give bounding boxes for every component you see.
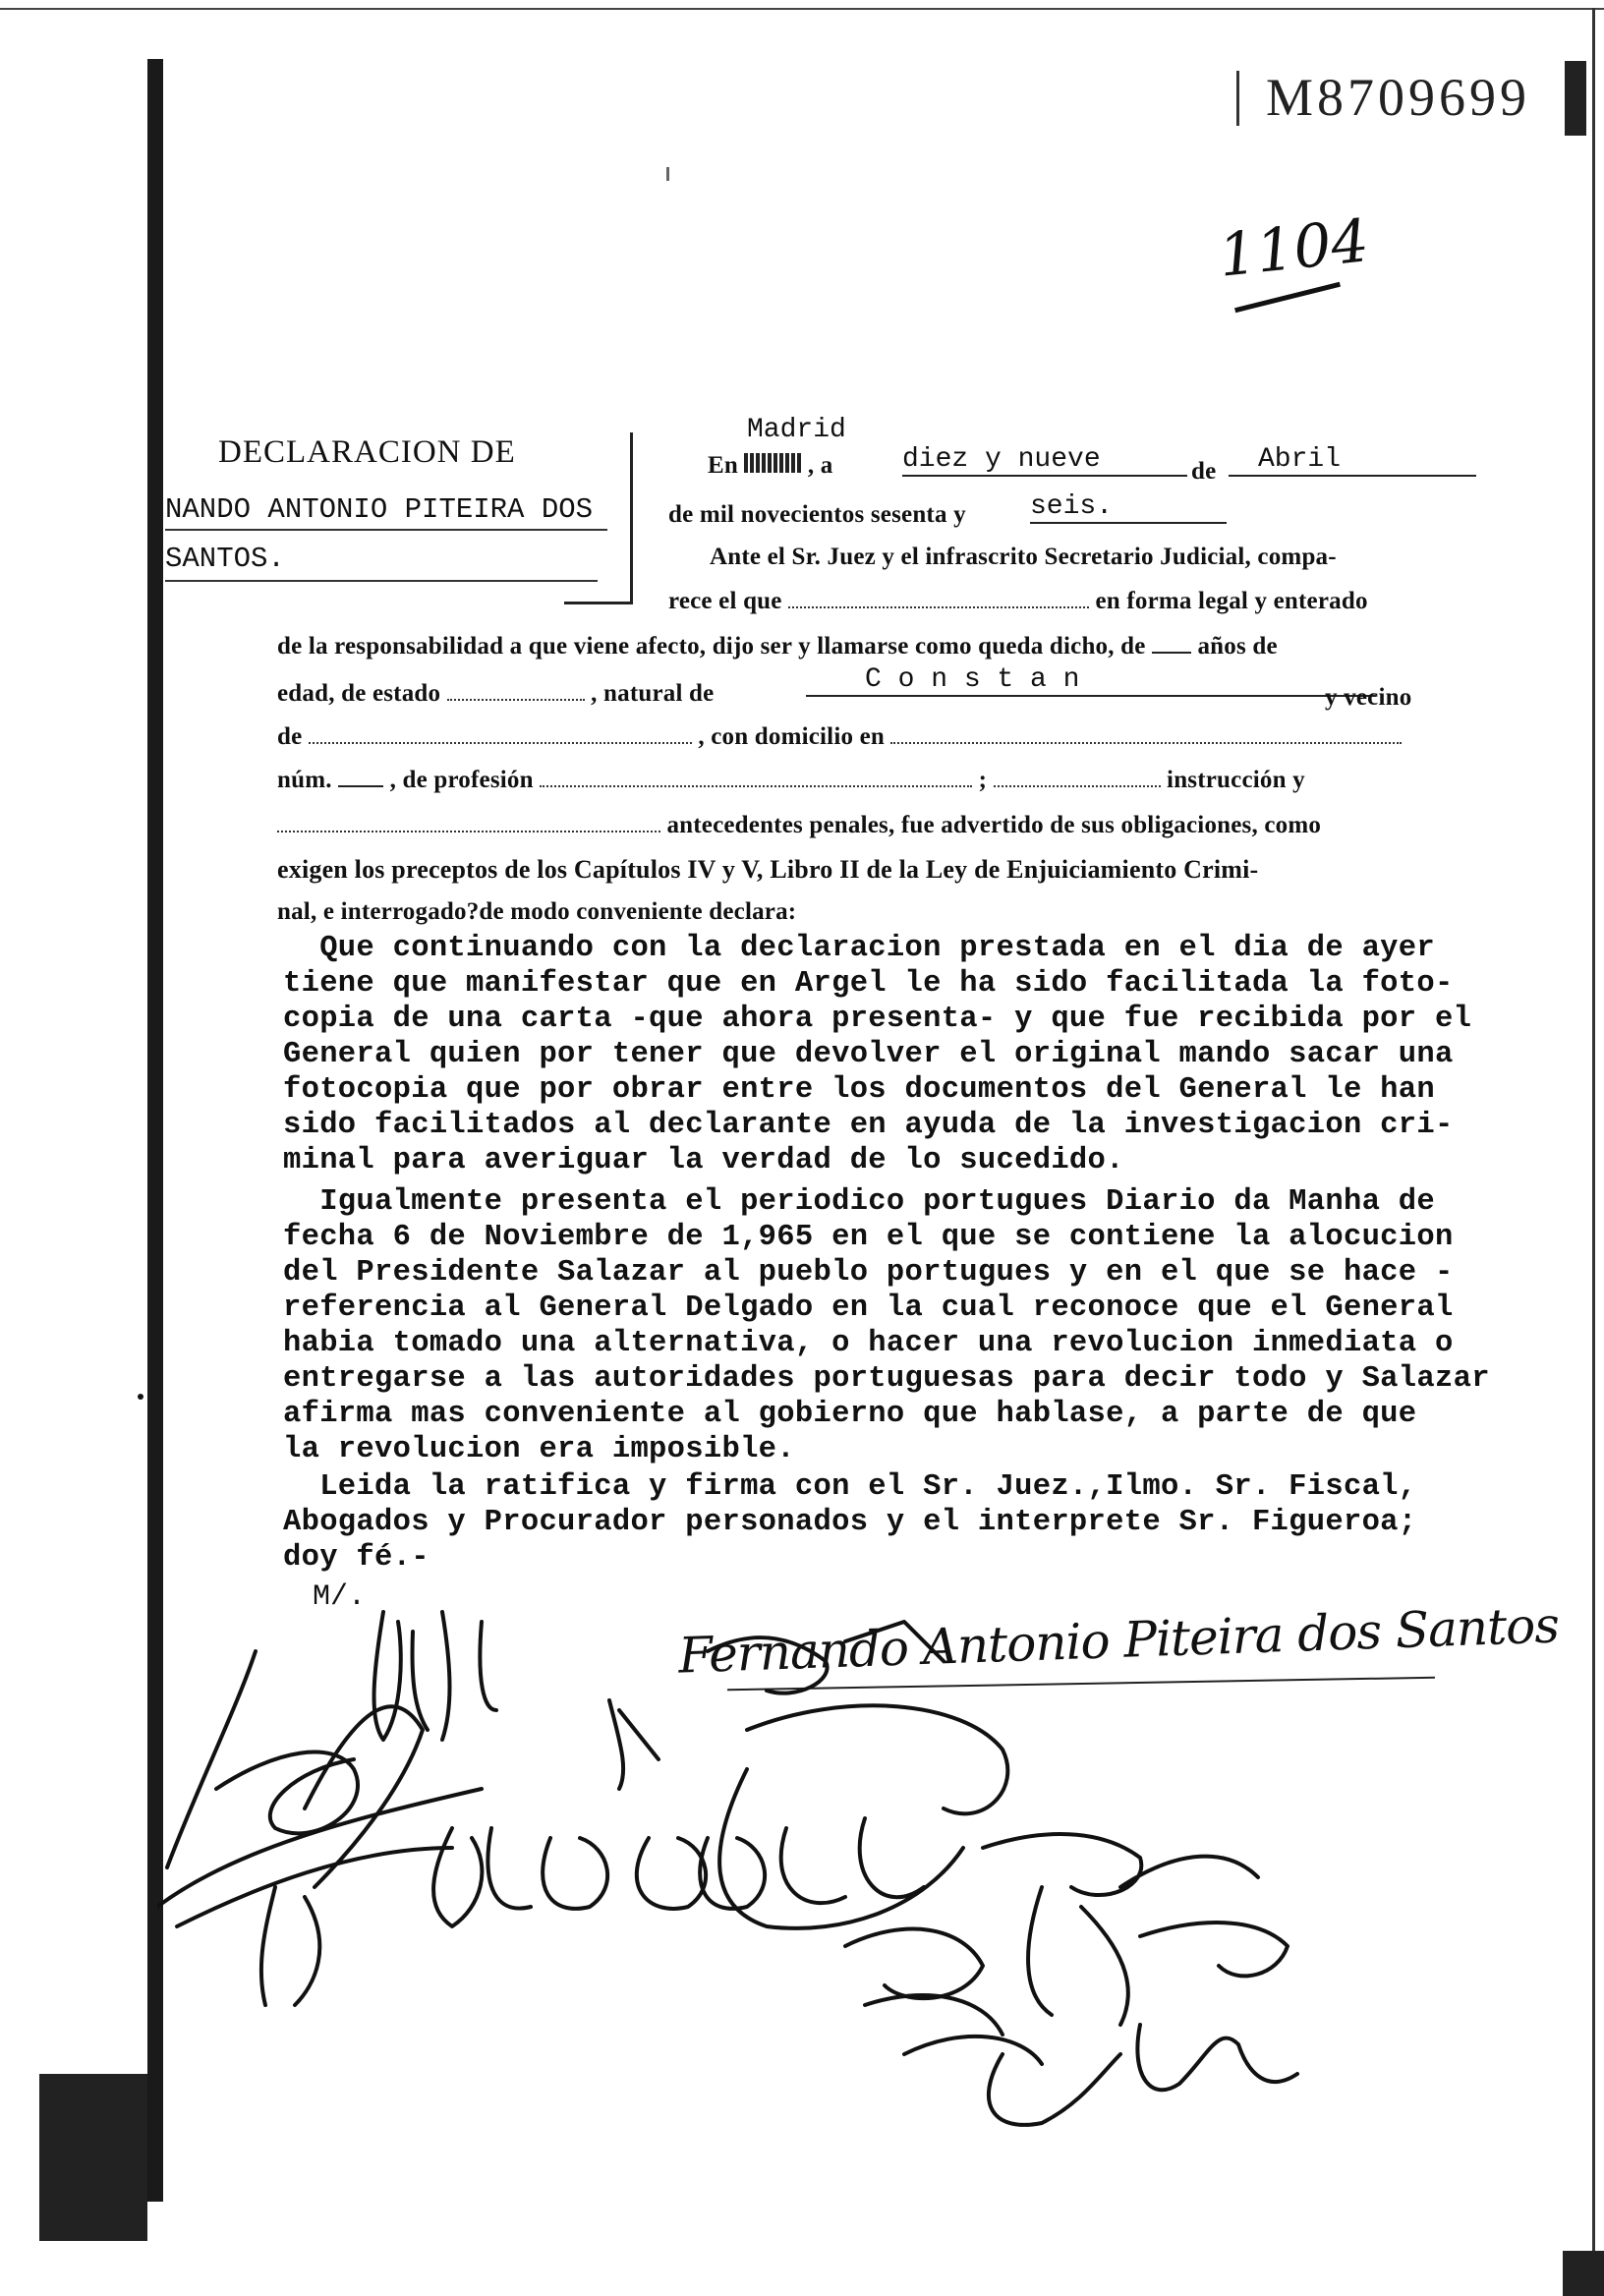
title-heading: DECLARACION DE <box>218 434 516 470</box>
declarant-signature: Fernando Antonio Piteira dos Santos <box>677 1596 1560 1685</box>
anos-de: años de <box>1197 633 1278 660</box>
declaration-line: Que continuando con la declaracion prestada en el dia de ayer <box>283 932 1435 965</box>
scan-bottom-right-shadow <box>1563 2251 1604 2296</box>
declaration-line: entregarse a las autoridades portuguesas para decir todo y Salazar <box>283 1362 1490 1396</box>
signatures-scribbles <box>157 1592 1415 2143</box>
declaration-line: Abogados y Procurador personados y el interprete Sr. Figueroa; <box>283 1506 1417 1539</box>
declaration-line: Igualmente presenta el periodico portugues Diario da Manha de <box>283 1185 1435 1219</box>
comparece-a: rece el que <box>668 588 782 614</box>
de-label: de <box>1191 458 1217 485</box>
month-typed: Abril <box>1229 444 1476 477</box>
comparece-b: en forma legal y enterado <box>1095 588 1368 614</box>
declaration-line: fotocopia que por obrar entre los documentos del General le han <box>283 1073 1435 1107</box>
en-prefix: En <box>708 452 738 479</box>
declaration-line: habia tomado una alternativa, o hacer una revolucion inmediata o <box>283 1327 1454 1360</box>
declaration-line: doy fé.- <box>283 1541 430 1575</box>
form-line-domicilio <box>277 723 1457 751</box>
scan-speck <box>138 1394 143 1400</box>
natural-label: , natural de <box>591 680 715 707</box>
day-typed: diez y nueve <box>902 444 1187 477</box>
declaration-line: General quien por tener que devolver el original mando sacar una <box>283 1038 1454 1071</box>
de-label2: de <box>277 723 303 750</box>
semicolon: ; <box>978 767 988 793</box>
form-line-comparece <box>668 588 1455 615</box>
ref-number: M8709699 <box>1266 68 1531 127</box>
responsabilidad-text: de la responsabilidad a que viene afecto, dijo ser y llamarse como queda dicho, de <box>277 633 1146 660</box>
profesion-label: , de profesión <box>389 767 534 793</box>
antecedentes-text: antecedentes penales, fue advertido de sus obligaciones, como <box>666 812 1322 838</box>
declaration-line: copia de una carta -que ahora presenta- y que fue recibida por el <box>283 1003 1472 1036</box>
a-label: , a <box>807 452 833 479</box>
title-box <box>147 432 633 604</box>
num-label: núm. <box>277 767 332 793</box>
scan-right-border <box>1592 8 1595 2288</box>
vecino-label: y vecino <box>1325 684 1412 711</box>
scan-speck <box>666 167 669 181</box>
form-line-antecedentes <box>277 812 1476 839</box>
declaration-line: minal para averiguar la verdad de lo sucedido. <box>283 1144 1124 1177</box>
form-line-responsabilidad <box>277 633 1457 660</box>
page-number: 1104 <box>1215 206 1372 291</box>
edad-label: edad, de estado <box>277 680 441 707</box>
form-line-profesion <box>277 767 1476 794</box>
domicilio-label: , con domicilio en <box>698 723 886 750</box>
declaration-line: fecha 6 de Noviembre de 1,965 en el que se contiene la alocucion <box>283 1221 1454 1254</box>
declaration-line: tiene que manifestar que en Argel le ha sido facilitada la foto- <box>283 967 1454 1001</box>
instruccion-label: instrucción y <box>1167 767 1305 793</box>
form-line-nal: nal, e interrogado?de modo conveniente declara: <box>277 898 797 925</box>
place-typed: Madrid <box>747 415 846 445</box>
declarant-name-line1: NANDO ANTONIO PITEIRA DOS <box>165 493 594 526</box>
declaration-line: referencia al General Delgado en la cual reconoce que el General <box>283 1292 1454 1325</box>
declaration-line: afirma mas conveniente al gobierno que hablase, a parte de que <box>283 1398 1417 1431</box>
form-date-line <box>708 452 833 480</box>
declarant-name-line2: SANTOS. <box>165 543 285 575</box>
declaration-line: del Presidente Salazar al pueblo portugues y en el que se hace - <box>283 1256 1454 1290</box>
ref-number-stamp <box>1236 61 1590 138</box>
year-typed: seis. <box>1030 491 1227 524</box>
place-strike <box>744 453 801 473</box>
form-line-exigen: exigen los preceptos de los Capítulos IV y V, Libro II de la Ley de Enjuiciamiento Crimi- <box>277 855 1259 884</box>
form-year-line <box>668 501 966 529</box>
scan-top-border <box>0 8 1604 10</box>
declaration-line: Leida la ratifica y firma con el Sr. Juez.,Ilmo. Sr. Fiscal, <box>283 1470 1417 1504</box>
natural-typed: C o n s t a n <box>806 664 1376 697</box>
initials-mark: M/. <box>313 1580 367 1614</box>
scan-bottom-left-shadow <box>39 2074 147 2241</box>
declaration-line: la revolucion era imposible. <box>283 1433 795 1466</box>
declaration-line: sido facilitados al declarante en ayuda de la investigacion cri- <box>283 1109 1454 1142</box>
form-line-ante: Ante el Sr. Juez y el infrascrito Secretario Judicial, compa- <box>710 544 1337 570</box>
year-prefix: de mil novecientos sesenta y <box>668 501 966 528</box>
